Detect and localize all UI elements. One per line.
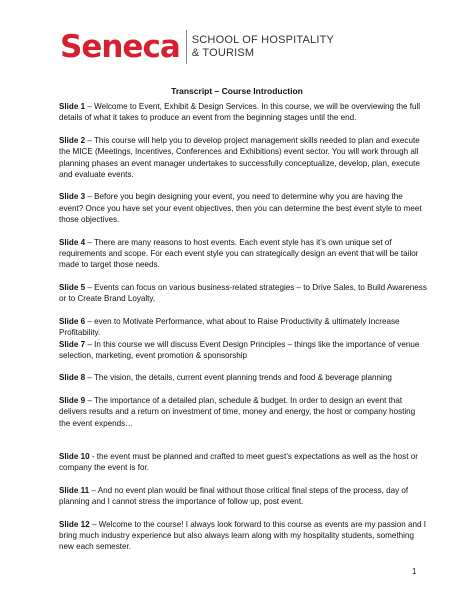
slide-label: Slide 5 bbox=[59, 282, 86, 292]
slide-separator: – bbox=[89, 519, 99, 529]
logo-divider bbox=[186, 30, 187, 64]
slide-text: Welcome to the course! I always look forward to this course as events are my passion and I bring much industry experience but also always learn along with my hospitality students, something new each semester. bbox=[59, 519, 426, 552]
slide-paragraph bbox=[59, 316, 427, 339]
slide-text: Events can focus on various business-related strategies – to Drive Sales, to Build Awareness or to Create Brand Loyalty, bbox=[59, 282, 427, 304]
slide-label: Slide 6 bbox=[59, 316, 86, 326]
slide-label: Slide 11 bbox=[59, 485, 90, 495]
transcript-body bbox=[59, 101, 427, 553]
document-title: Transcript – Course Introduction bbox=[171, 86, 303, 96]
slide-text: Welcome to Event, Exhibit & Design Services. In this course, we will be overviewing the full details of what it takes to produce an event from the beginning stages until the end. bbox=[59, 102, 421, 123]
slide-separator: – bbox=[85, 316, 95, 326]
slide-text: The vision, the details, current event planning trends and food & beverage planning bbox=[93, 373, 392, 383]
slide-label: Slide 10 bbox=[59, 451, 90, 461]
slide-paragraph bbox=[59, 191, 427, 225]
page-number: 1 bbox=[412, 567, 417, 576]
seneca-logo bbox=[60, 30, 334, 64]
slide-separator: – bbox=[85, 339, 95, 349]
slide-separator: - bbox=[89, 451, 97, 461]
slide-separator: – bbox=[85, 135, 94, 145]
slide-text: There are many reasons to host events. Each event style has it’s own unique set of requirements and scope. For each event style you can strategically design an event that will be tailor made to target those needs. bbox=[59, 237, 419, 270]
slide-label: Slide 9 bbox=[59, 395, 86, 405]
slide-label: Slide 12 bbox=[59, 519, 90, 529]
slide-separator: – bbox=[85, 373, 94, 383]
slide-separator: – bbox=[85, 282, 95, 292]
slide-separator: – bbox=[85, 395, 94, 405]
slide-separator: – bbox=[85, 237, 94, 247]
slide-paragraph bbox=[59, 372, 427, 383]
slide-label: Slide 4 bbox=[59, 237, 86, 247]
school-name bbox=[192, 34, 334, 60]
slide-paragraph bbox=[59, 101, 427, 124]
logo-wordmark: Seneca bbox=[60, 28, 180, 65]
slide-label: Slide 1 bbox=[59, 102, 86, 111]
slide-paragraph bbox=[59, 237, 427, 271]
slide-paragraph bbox=[59, 451, 427, 474]
slide-text: This course will help you to develop project management skills needed to plan and execute the MICE (Meetings, Incentives, Conferences and Exhibitions) event sector. You will work through all planning phases an event manager undertakes to successfully conceptualize, develop, plan, execute and evaluate events. bbox=[59, 135, 420, 180]
slide-paragraph bbox=[59, 339, 427, 362]
slide-paragraph bbox=[59, 395, 427, 429]
slide-separator: – bbox=[85, 192, 95, 202]
slide-label: Slide 7 bbox=[59, 339, 86, 349]
slide-paragraph bbox=[59, 135, 427, 181]
slide-paragraph bbox=[59, 485, 427, 508]
slide-text: the event must be planned and crafted to meet guest’s expectations as well as the host or company the event is for. bbox=[59, 451, 418, 473]
slide-paragraph bbox=[59, 519, 427, 553]
slide-text: even to Motivate Performance, what about to Raise Productivity & ultimately Increase Profitability. bbox=[59, 316, 400, 338]
slide-text: And no event plan would be final without those critical final steps of the process, day of planning and I cannot stress the importance of follow up, post event. bbox=[59, 485, 409, 507]
slide-label: Slide 2 bbox=[59, 135, 86, 145]
slide-paragraph bbox=[59, 282, 427, 305]
slide-text: Before you begin designing your event, you need to determine why you are having the event? Once you have set your event objectives, then you can determine the best event style to meet those objectives. bbox=[59, 192, 422, 225]
slide-separator: – bbox=[85, 102, 95, 111]
slide-label: Slide 3 bbox=[59, 192, 86, 202]
school-name-line2: & TOURISM bbox=[191, 47, 255, 59]
school-name-line1: SCHOOL OF HOSPITALITY bbox=[191, 34, 335, 46]
slide-separator: – bbox=[89, 485, 98, 495]
slide-label: Slide 8 bbox=[59, 373, 86, 383]
slide-text: The importance of a detailed plan, schedule & budget. In order to design an event that delivers results and a return on investment of time, money and energy, the host or company hosting the event expends… bbox=[59, 395, 416, 428]
slide-text: In this course we will discuss Event Design Principles – things like the importance of venue selection, marketing, event promotion & sponsorship bbox=[59, 339, 420, 360]
